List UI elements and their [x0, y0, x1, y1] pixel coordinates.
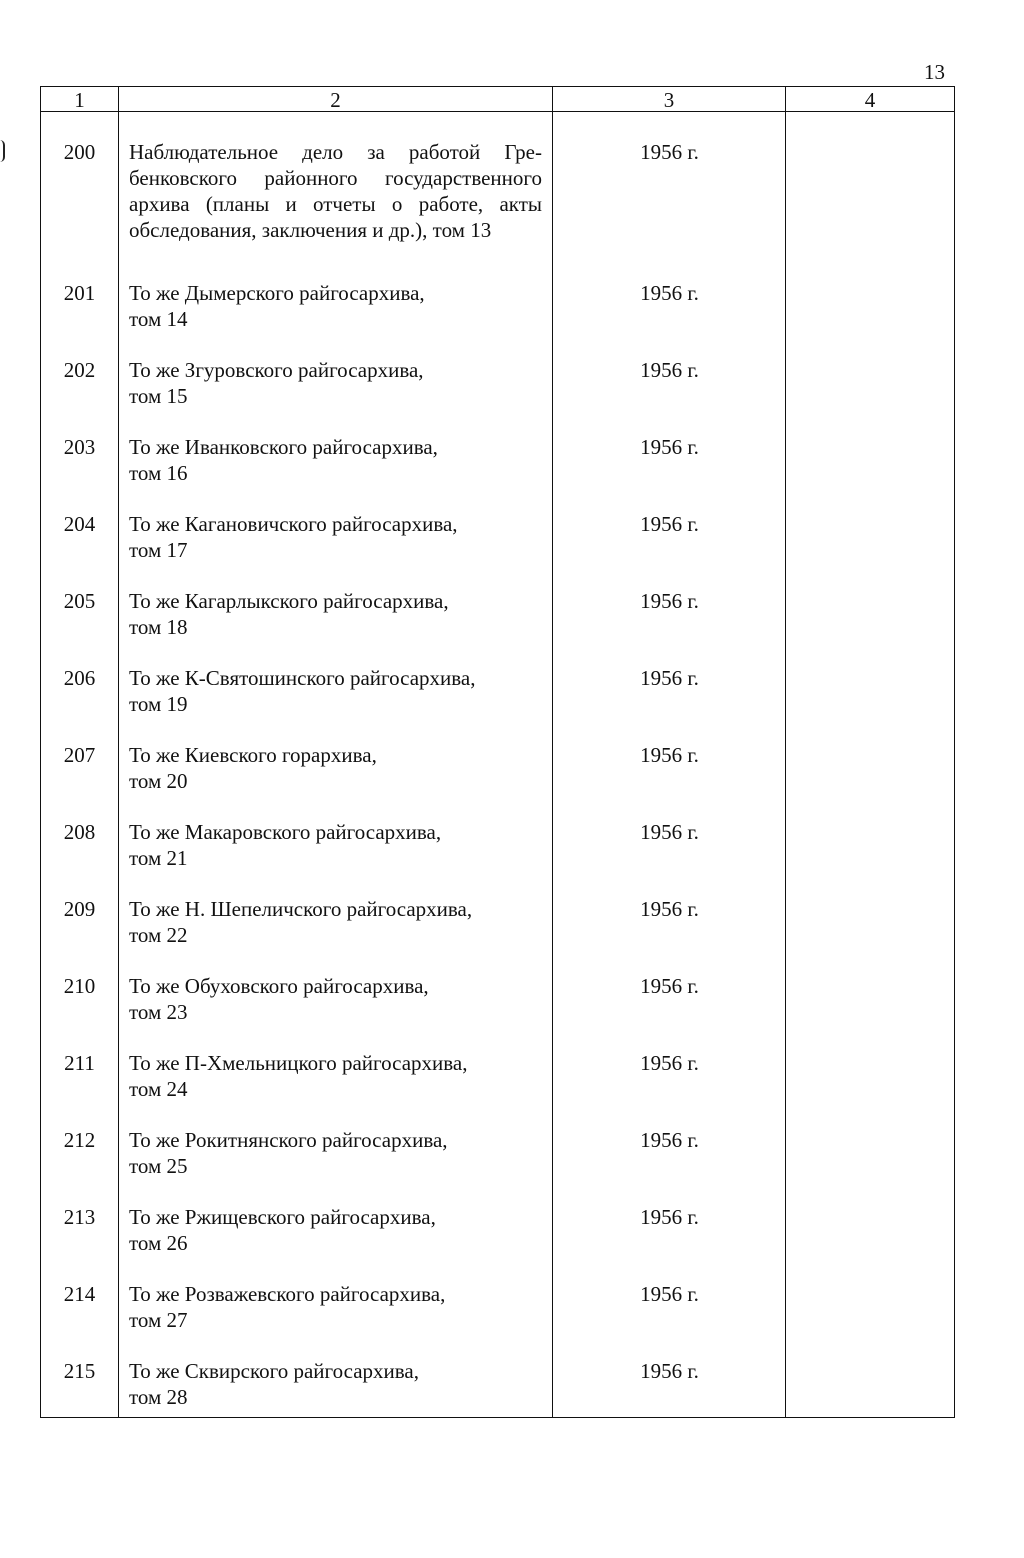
row-title	[129, 588, 542, 640]
title-line: То же П-Хмельницкого райгосархива,	[129, 1051, 468, 1075]
header-col-3: 3	[663, 88, 675, 112]
row-date: 1956 г.	[640, 281, 699, 305]
row-title	[129, 1127, 542, 1179]
title-line: том 27	[129, 1308, 188, 1332]
row-number: 200	[63, 140, 96, 164]
title-line: То же К-Святошинского райгосархива,	[129, 666, 476, 690]
row-number: 210	[63, 974, 96, 998]
scan-edge-mark	[0, 140, 5, 162]
title-line: Наблюдательное дело за работой Гре-	[129, 140, 542, 164]
row-number: 214	[63, 1282, 96, 1306]
page-number: 13	[924, 60, 945, 84]
row-number: 202	[63, 358, 96, 382]
row-title	[129, 742, 542, 794]
row-title	[129, 511, 542, 563]
row-title	[129, 665, 542, 717]
title-line: том 14	[129, 307, 188, 331]
title-line: То же Кагановичского райгосархива,	[129, 512, 458, 536]
title-line: То же Ржищевского райгосархива,	[129, 1205, 436, 1229]
title-line: То же Иванковского райгосархива,	[129, 435, 438, 459]
row-number: 206	[63, 666, 96, 690]
title-line: То же Киевского горархива,	[129, 743, 377, 767]
title-line: То же Сквирского райгосархива,	[129, 1359, 419, 1383]
row-title	[129, 1050, 542, 1102]
row-number: 215	[63, 1359, 96, 1383]
row-date: 1956 г.	[640, 140, 699, 164]
row-title	[129, 139, 542, 243]
row-number: 212	[63, 1128, 96, 1152]
row-date: 1956 г.	[640, 1282, 699, 1306]
row-date: 1956 г.	[640, 666, 699, 690]
row-number: 207	[63, 743, 96, 767]
row-title	[129, 434, 542, 486]
row-date: 1956 г.	[640, 589, 699, 613]
title-line: том 21	[129, 846, 188, 870]
row-number: 203	[63, 435, 96, 459]
column-divider-1	[118, 87, 119, 1417]
title-line: том 15	[129, 384, 188, 408]
row-date: 1956 г.	[640, 1359, 699, 1383]
title-line: том 19	[129, 692, 188, 716]
row-title	[129, 973, 542, 1025]
row-title	[129, 896, 542, 948]
header-col-4: 4	[864, 88, 876, 112]
title-line: обследования, заключения и др.), том 13	[129, 218, 492, 242]
title-line: том 23	[129, 1000, 188, 1024]
title-line: То же Макаровского райгосархива,	[129, 820, 442, 844]
title-line: том 25	[129, 1154, 188, 1178]
row-title	[129, 1204, 542, 1256]
row-date: 1956 г.	[640, 820, 699, 844]
row-number: 209	[63, 897, 96, 921]
row-number: 213	[63, 1205, 96, 1229]
row-date: 1956 г.	[640, 435, 699, 459]
header-col-1: 1	[74, 88, 85, 112]
row-date: 1956 г.	[640, 743, 699, 767]
title-line: том 24	[129, 1077, 188, 1101]
row-number: 204	[63, 512, 96, 536]
row-number: 201	[63, 281, 96, 305]
inventory-table	[40, 86, 955, 1418]
row-number: 208	[63, 820, 96, 844]
row-date: 1956 г.	[640, 1051, 699, 1075]
row-date: 1956 г.	[640, 1205, 699, 1229]
header-col-2: 2	[330, 88, 341, 112]
title-line: То же Згуровского райгосархива,	[129, 358, 424, 382]
title-line: том 22	[129, 923, 188, 947]
title-line: том 18	[129, 615, 188, 639]
row-date: 1956 г.	[640, 512, 699, 536]
row-title	[129, 280, 542, 332]
row-date: 1956 г.	[640, 974, 699, 998]
row-number: 211	[64, 1051, 95, 1075]
table-header-row	[41, 87, 954, 112]
row-title	[129, 1358, 542, 1410]
title-line: То же Рокитнянского райгосархива,	[129, 1128, 448, 1152]
title-line: том 28	[129, 1385, 188, 1409]
title-line: том 16	[129, 461, 188, 485]
title-line: То же Н. Шепеличского райгосархива,	[129, 897, 473, 921]
title-line: бенковского районного государственного	[129, 166, 542, 190]
title-line: том 17	[129, 538, 188, 562]
row-date: 1956 г.	[640, 1128, 699, 1152]
row-title	[129, 1281, 542, 1333]
row-date: 1956 г.	[640, 897, 699, 921]
row-number: 205	[63, 589, 96, 613]
title-line: архива (планы и отчеты о работе, акты	[129, 192, 542, 216]
row-title	[129, 819, 542, 871]
title-line: То же Обуховского райгосархива,	[129, 974, 429, 998]
title-line: том 26	[129, 1231, 188, 1255]
title-line: То же Дымерского райгосархива,	[129, 281, 425, 305]
title-line: То же Кагарлыкского райгосархива,	[129, 589, 449, 613]
title-line: То же Розважевского райгосархива,	[129, 1282, 446, 1306]
row-date: 1956 г.	[640, 358, 699, 382]
title-line: том 20	[129, 769, 188, 793]
row-title	[129, 357, 542, 409]
